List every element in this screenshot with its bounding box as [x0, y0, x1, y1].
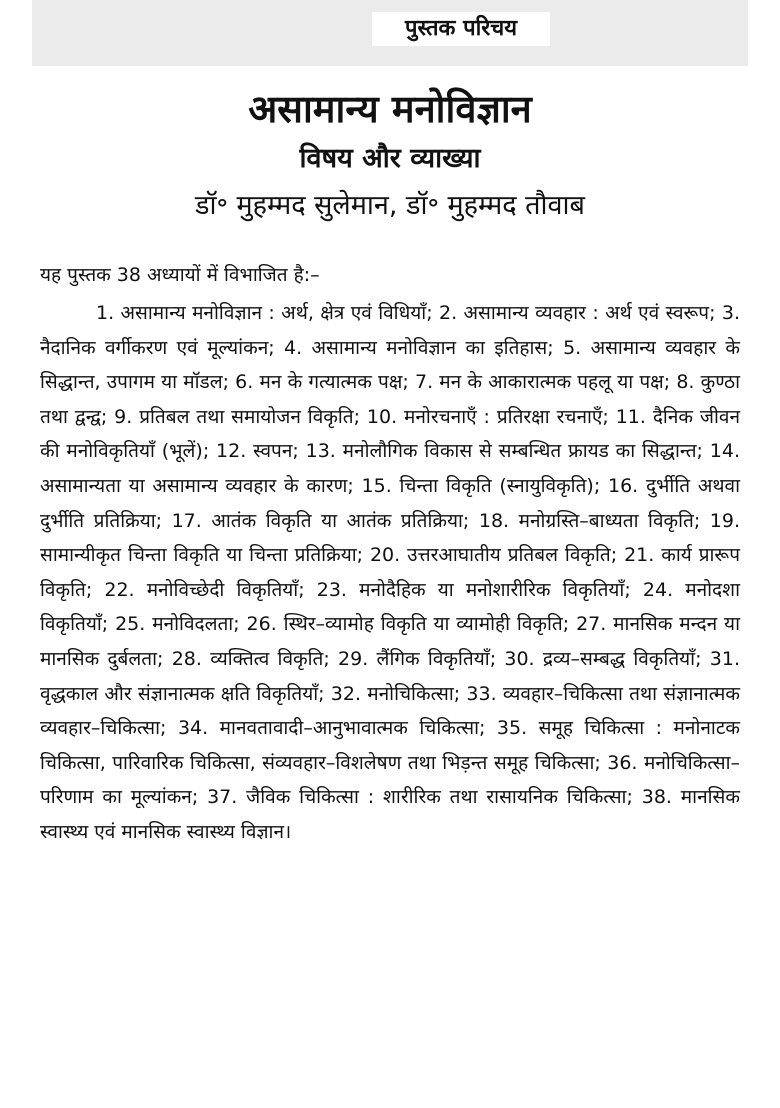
book-authors: डॉ॰ मुहम्मद सुलेमान, डॉ॰ मुहम्मद तौवाब	[195, 190, 585, 221]
book-title: असामान्य मनोविज्ञान	[248, 87, 532, 131]
section-label: पुस्तक परिचय	[372, 12, 550, 46]
chapter-contents-paragraph: 1. असामान्य मनोविज्ञान : अर्थ, क्षेत्र एवं विधियाँ; 2. असामान्य व्यवहार : अर्थ एवं स्वरूप; 3. नैदानिक वर्गीकरण एवं मूल्यांकन; 4. असामान्य मनोविज्ञान का इतिहास; 5. असामान्य व्यवहार के सिद्धान्त, उपागम या मॉडल; 6. मन के गत्यात्मक पक्ष; 7. मन के आकारात्मक पहलू या पक्ष; 8. कुण्ठा तथा द्वन्द्व; 9. प्रतिबल तथा समायोजन विकृति; 10. मनोरचनाएँ : प्रतिरक्षा रचनाएँ; 11. दैनिक जीवन की मनोविकृतियाँ (भूलें); 12. स्वपन; 13. मनोलौगिक विकास से सम्बन्धित फ्रायड का सिद्धान्त; 14. असामान्यता या असामान्य व्यवहार के कारण; 15. चिन्ता विकृति (स्नायुविकृति); 16. दुर्भीति अथवा दुर्भीति प्रतिक्रिया; 17. आतंक विकृति या आतंक प्रतिक्रिया; 18. मनोग्रस्ति–बाध्यता विकृति; 19. सामान्यीकृत चिन्ता विकृति या चिन्ता प्रतिक्रिया; 20. उत्तरआघातीय प्रतिबल विकृति; 21. कार्य प्रारूप विकृति; 22. मनोविच्छेदी विकृतियाँ; 23. मनोदैहिक या मनोशारीरिक विकृतियाँ; 24. मनोदशा विकृतियाँ; 25. मनोविदलता; 26. स्थिर–व्यामोह विकृति या व्यामोही विकृति; 27. मानसिक मन्दन या मानसिक दुर्बलता; 28. व्यक्तित्व विकृति; 29. लैंगिक विकृतियाँ; 30. द्रव्य–सम्बद्ध विकृतियाँ; 31. वृद्धकाल और संज्ञानात्मक क्षति विकृतियाँ; 32. मनोचिकित्सा; 33. व्यवहार–चिकित्सा तथा संज्ञानात्मक व्यवहार–चिकित्सा; 34. मानवतावादी–आनुभावात्मक चिकित्सा; 35. समूह चिकित्सा : मनोनाटक चिकित्सा, पारिवारिक चिकित्सा, संव्यवहार–विशलेषण तथा भिड़न्त समूह चिकित्सा; 36. मनोचिकित्सा–परिणाम का मूल्यांकन; 37. जैविक चिकित्सा : शारीरिक तथा रासायनिक चिकित्सा; 38. मानसिक स्वास्थ्य एवं मानसिक स्वास्थ्य विज्ञान।	[40, 302, 740, 843]
header-band	[32, 0, 748, 66]
book-subtitle: विषय और व्याख्या	[299, 143, 481, 174]
intro-text: यह पुस्तक 38 अध्यायों में विभाजित है:–	[40, 264, 320, 286]
